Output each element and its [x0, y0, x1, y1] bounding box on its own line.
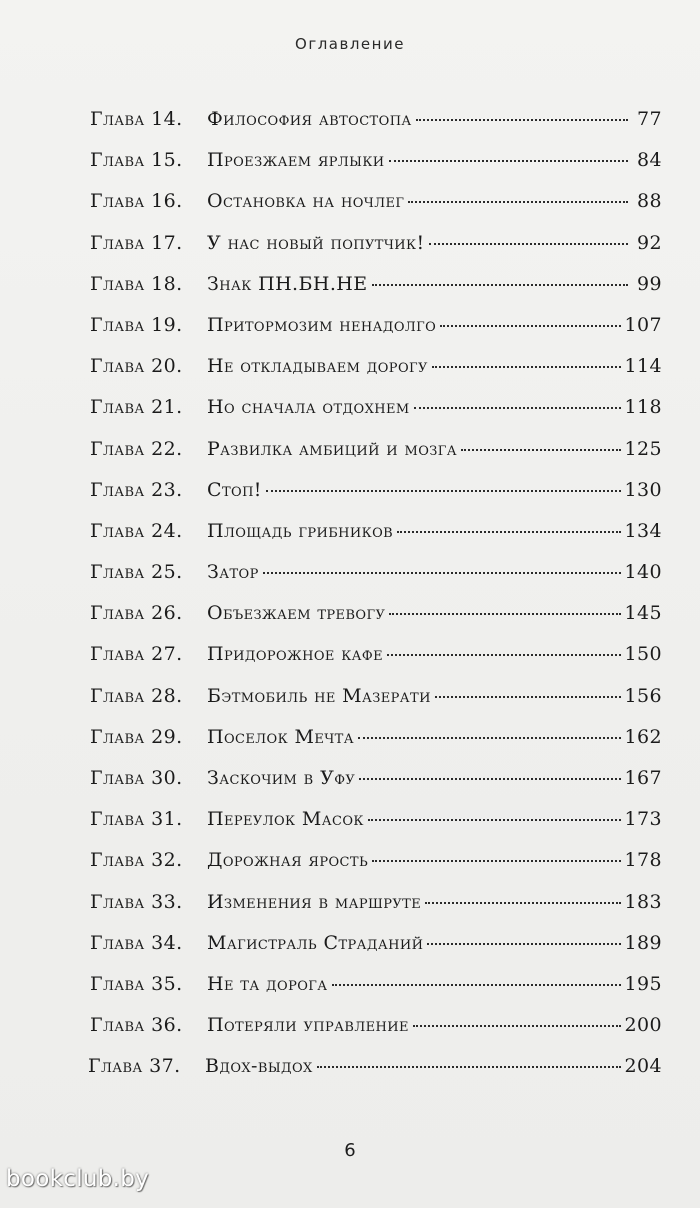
toc-chapter-title: Притормозим ненадолго	[207, 313, 437, 336]
toc-chapter-label: Глава 21.	[90, 396, 183, 419]
toc-chapter-title: Бэтмобиль не Мазерати	[207, 684, 431, 707]
toc-page-number: 77	[637, 108, 662, 130]
toc-chapter-label: Глава 22.	[90, 437, 183, 460]
toc-chapter-title: Знак ПН.БН.НЕ	[207, 272, 368, 295]
toc-page-number: 114	[624, 355, 662, 378]
toc-chapter-label: Глава 32.	[90, 849, 183, 872]
toc-chapter-title: Заскочим в Уфу	[207, 767, 356, 789]
toc-chapter-label: Глава 33.	[90, 890, 183, 913]
toc-entry	[90, 314, 662, 355]
toc-entry	[90, 520, 662, 561]
toc-chapter-title: Магистраль Страданий	[207, 931, 424, 954]
toc-chapter-title: Площадь грибников	[207, 519, 394, 542]
toc-chapter-title: Изменения в маршруте	[207, 890, 422, 913]
toc-entry	[90, 767, 662, 808]
toc-dot-leader	[332, 983, 621, 986]
running-header: Оглавление	[295, 35, 405, 53]
toc-chapter-label: Глава 35.	[90, 972, 183, 995]
toc-chapter-label: Глава 26.	[90, 602, 183, 625]
toc-dot-leader	[461, 448, 621, 451]
toc-chapter-label: Глава 15.	[90, 149, 183, 172]
toc-page-number: 130	[624, 478, 662, 501]
toc-page-number: 118	[624, 396, 662, 419]
toc-chapter-title: Затор	[207, 561, 259, 584]
toc-page-number: 107	[624, 313, 662, 336]
toc-page-number: 204	[624, 1055, 662, 1078]
toc-dot-leader	[425, 901, 620, 904]
toc-page-number: 178	[624, 849, 662, 872]
toc-entry	[90, 643, 662, 684]
toc-page-number: 92	[637, 231, 662, 254]
toc-entry	[90, 396, 662, 437]
toc-chapter-title: Философия автостопа	[207, 108, 412, 130]
toc-dot-leader	[266, 489, 621, 492]
toc-entry	[90, 438, 662, 479]
toc-entry	[90, 479, 662, 520]
toc-dot-leader	[432, 365, 621, 368]
toc-dot-leader	[414, 406, 621, 409]
toc-chapter-label: Глава 37.	[88, 1055, 181, 1078]
toc-dot-leader	[440, 324, 620, 327]
toc-chapter-label: Глава 16.	[90, 190, 183, 213]
toc-chapter-title: Проезжаем ярлыки	[207, 149, 385, 172]
toc-chapter-title: Переулок Масок	[207, 808, 364, 831]
toc-dot-leader	[263, 571, 621, 574]
toc-chapter-label: Глава 28.	[90, 684, 183, 707]
toc-entry	[90, 932, 662, 973]
toc-dot-leader	[372, 859, 620, 862]
toc-dot-leader	[358, 736, 621, 739]
toc-page-number: 162	[624, 725, 662, 748]
toc-dot-leader	[389, 159, 628, 162]
toc-chapter-title: Объезжаем тревогу	[207, 602, 386, 625]
toc-page-number: 195	[624, 972, 662, 995]
watermark-logo: bookclub.by	[6, 1166, 150, 1192]
toc-page-number: 140	[624, 561, 662, 584]
toc-chapter-title: Не та дорога	[207, 972, 328, 995]
toc-entry	[90, 973, 662, 1014]
toc-chapter-label: Глава 23.	[90, 478, 183, 501]
toc-chapter-label: Глава 36.	[90, 1014, 183, 1037]
toc-entry	[88, 1055, 662, 1096]
toc-chapter-title: Придорожное кафе	[207, 643, 384, 666]
toc-page-number: 99	[637, 272, 662, 295]
toc-chapter-title: Но сначала отдохнем	[207, 396, 410, 419]
toc-entry	[90, 602, 662, 643]
toc-entry	[90, 685, 662, 726]
toc-entry	[90, 190, 662, 231]
toc-page-number: 150	[624, 643, 662, 666]
toc-dot-leader	[368, 818, 621, 821]
toc-dot-leader	[435, 695, 621, 698]
toc-entry	[90, 108, 662, 149]
toc-chapter-label: Глава 34.	[90, 931, 183, 954]
toc-page-number: 156	[624, 684, 662, 707]
toc-chapter-title: Поселок Мечта	[207, 725, 354, 748]
toc-entry	[90, 232, 662, 273]
table-of-contents	[90, 108, 662, 1097]
toc-chapter-title: Вдох-выдох	[205, 1055, 313, 1078]
toc-page-number: 183	[624, 890, 662, 913]
toc-page-number: 167	[624, 767, 662, 789]
toc-entry	[90, 849, 662, 890]
toc-entry	[90, 726, 662, 767]
toc-chapter-label: Глава 19.	[90, 313, 183, 336]
toc-chapter-label: Глава 20.	[90, 355, 183, 378]
toc-dot-leader	[387, 653, 621, 656]
toc-dot-leader	[397, 530, 620, 533]
toc-chapter-label: Глава 14.	[90, 108, 183, 130]
toc-chapter-label: Глава 29.	[90, 725, 183, 748]
toc-page-number: 173	[624, 808, 662, 831]
toc-chapter-label: Глава 30.	[90, 767, 183, 789]
toc-chapter-label: Глава 17.	[90, 231, 183, 254]
toc-page-number: 145	[624, 602, 662, 625]
toc-dot-leader	[416, 118, 628, 121]
toc-entry	[90, 1014, 662, 1055]
toc-chapter-label: Глава 27.	[90, 643, 183, 666]
toc-chapter-title: Стоп!	[207, 478, 262, 501]
toc-chapter-title: У нас новый попутчик!	[207, 231, 425, 254]
toc-chapter-label: Глава 24.	[90, 519, 183, 542]
toc-entry	[90, 149, 662, 190]
toc-chapter-label: Глава 31.	[90, 808, 183, 831]
toc-page-number: 134	[624, 519, 662, 542]
toc-dot-leader	[427, 942, 620, 945]
toc-chapter-title: Потеряли управление	[207, 1014, 409, 1037]
toc-dot-leader	[317, 1065, 621, 1068]
toc-page-number: 88	[637, 190, 662, 213]
toc-chapter-label: Глава 18.	[90, 272, 183, 295]
toc-page-number: 200	[624, 1014, 662, 1037]
toc-entry	[90, 561, 662, 602]
toc-dot-leader	[389, 612, 620, 615]
toc-page-number: 125	[624, 437, 662, 460]
toc-entry	[90, 355, 662, 396]
toc-chapter-title: Остановка на ночлег	[207, 190, 405, 213]
toc-dot-leader	[429, 242, 628, 245]
toc-dot-leader	[413, 1024, 621, 1027]
toc-chapter-title: Развилка амбиций и мозга	[207, 437, 458, 460]
toc-chapter-label: Глава 25.	[90, 561, 183, 584]
toc-chapter-title: Не откладываем дорогу	[207, 355, 428, 378]
page-number: 6	[344, 1140, 356, 1161]
toc-chapter-title: Дорожная ярость	[207, 849, 369, 872]
toc-dot-leader	[359, 777, 620, 780]
toc-entry	[90, 273, 662, 314]
toc-page-number: 84	[637, 149, 662, 172]
toc-entry	[90, 808, 662, 849]
toc-entry	[90, 891, 662, 932]
toc-dot-leader	[408, 200, 628, 203]
toc-page-number: 189	[624, 931, 662, 954]
toc-dot-leader	[372, 283, 628, 286]
